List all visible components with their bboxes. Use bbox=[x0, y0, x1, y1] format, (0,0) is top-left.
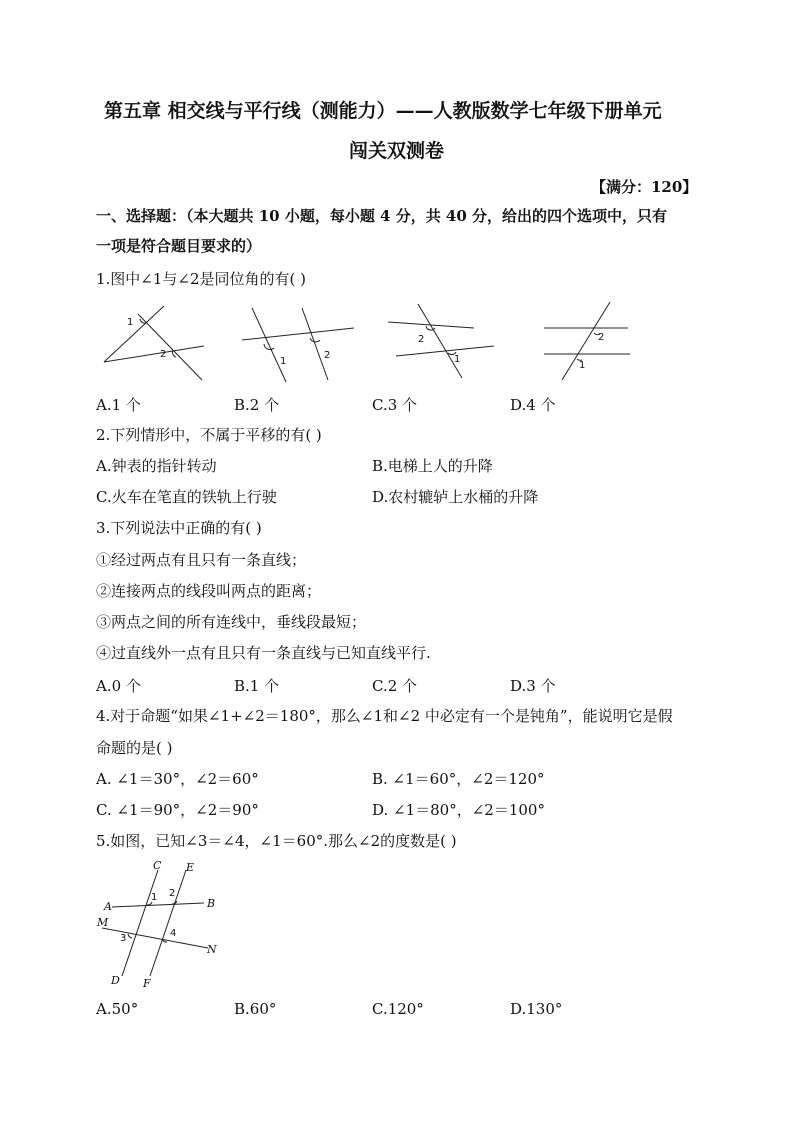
q5-option-b[interactable]: B.60° bbox=[234, 1000, 277, 1018]
page-title-line2: 闯关双测卷 bbox=[349, 140, 445, 162]
page-title-line1: 第五章 相交线与平行线（测能力）——人教版数学七年级下册单元 bbox=[104, 100, 662, 122]
q1-figure-d bbox=[544, 302, 630, 380]
q4-option-c[interactable]: C. ∠1＝90°，∠2＝90° bbox=[96, 801, 259, 819]
q5-stem: 5.如图，已知∠3＝∠4，∠1＝60°.那么∠2的度数是( ) bbox=[96, 832, 457, 850]
q2-option-a[interactable]: A.钟表的指针转动 bbox=[96, 457, 217, 475]
q5-option-a[interactable]: A.50° bbox=[96, 1000, 139, 1018]
q5-point-e: E bbox=[186, 861, 195, 874]
q4-stem-line1: 4.对于命题“如果∠1+∠2＝180°，那么∠1和∠2 中必定有一个是钝角”，能说明它是假 bbox=[96, 707, 673, 725]
q3-option-a[interactable]: A.0 个 bbox=[96, 677, 141, 695]
q1b-angle2-label: 2 bbox=[324, 350, 331, 361]
q5-point-a: A bbox=[104, 900, 112, 913]
q2-option-d[interactable]: D.农村辘轳上水桶的升降 bbox=[372, 488, 539, 506]
q3-stem: 3.下列说法中正确的有( ) bbox=[96, 519, 262, 537]
q4-option-b[interactable]: B. ∠1＝60°，∠2＝120° bbox=[372, 770, 545, 788]
q5-angle2-label: 2 bbox=[169, 888, 176, 899]
q5-figure bbox=[96, 858, 236, 993]
q1a-angle2-label: 2 bbox=[160, 349, 167, 360]
q5-point-m: M bbox=[97, 916, 109, 929]
q2-option-c[interactable]: C.火车在笔直的铁轨上行驶 bbox=[96, 488, 277, 506]
q4-stem-line2: 命题的是( ) bbox=[96, 739, 173, 757]
q1a-angle1-label: 1 bbox=[127, 317, 134, 328]
q1-option-a[interactable]: A.1 个 bbox=[96, 396, 141, 414]
q1d-angle2-label: 2 bbox=[598, 332, 605, 343]
q5-point-n: N bbox=[207, 943, 217, 956]
q1d-angle1-label: 1 bbox=[579, 360, 586, 371]
q1c-angle2-label: 2 bbox=[418, 334, 425, 345]
q1-option-c[interactable]: C.3 个 bbox=[372, 396, 418, 414]
q3-option-d[interactable]: D.3 个 bbox=[510, 677, 556, 695]
q5-angle1-label: 1 bbox=[151, 892, 158, 903]
q1b-angle1-label: 1 bbox=[280, 356, 287, 367]
q1c-angle1-label: 1 bbox=[454, 354, 461, 365]
q1-figure-a bbox=[104, 306, 204, 380]
q1-stem: 1.图中∠1与∠2是同位角的有( ) bbox=[96, 270, 307, 288]
q1-option-b[interactable]: B.2 个 bbox=[234, 396, 280, 414]
q5-angle3-label: 3 bbox=[120, 933, 127, 944]
q3-option-b[interactable]: B.1 个 bbox=[234, 677, 280, 695]
q5-point-d: D bbox=[111, 974, 120, 987]
q5-point-c: C bbox=[153, 859, 162, 872]
q4-option-d[interactable]: D. ∠1＝80°，∠2＝100° bbox=[372, 801, 545, 819]
q5-angle4-label: 4 bbox=[170, 928, 177, 939]
q5-point-f: F bbox=[143, 977, 151, 990]
q5-point-b: B bbox=[207, 897, 216, 910]
q1-figures bbox=[96, 300, 696, 390]
q3-option-c[interactable]: C.2 个 bbox=[372, 677, 418, 695]
q2-stem: 2.下列情形中，不属于平移的有( ) bbox=[96, 426, 322, 444]
q3-statement-3: ③两点之间的所有连线中，垂线段最短； bbox=[96, 613, 367, 631]
q1-figure-c bbox=[388, 304, 494, 378]
q5-option-d[interactable]: D.130° bbox=[510, 1000, 563, 1018]
q3-statement-1: ①经过两点有且只有一条直线； bbox=[96, 551, 307, 569]
q3-statement-4: ④过直线外一点有且只有一条直线与已知直线平行. bbox=[96, 644, 431, 662]
section-heading-line2: 一项是符合题目要求的） bbox=[96, 237, 262, 255]
q2-option-b[interactable]: B.电梯上人的升降 bbox=[372, 457, 493, 475]
q1-option-d[interactable]: D.4 个 bbox=[510, 396, 556, 414]
q3-statement-2: ②连接两点的线段叫两点的距离； bbox=[96, 582, 322, 600]
section-heading-line1: 一、选择题：（本大题共 10 小题，每小题 4 分，共 40 分，给出的四个选项中，只有 bbox=[96, 207, 668, 225]
q1-figure-b bbox=[242, 308, 354, 382]
q5-option-c[interactable]: C.120° bbox=[372, 1000, 424, 1018]
full-score: 【满分：120】 bbox=[591, 178, 698, 196]
q4-option-a[interactable]: A. ∠1＝30°，∠2＝60° bbox=[96, 770, 259, 788]
